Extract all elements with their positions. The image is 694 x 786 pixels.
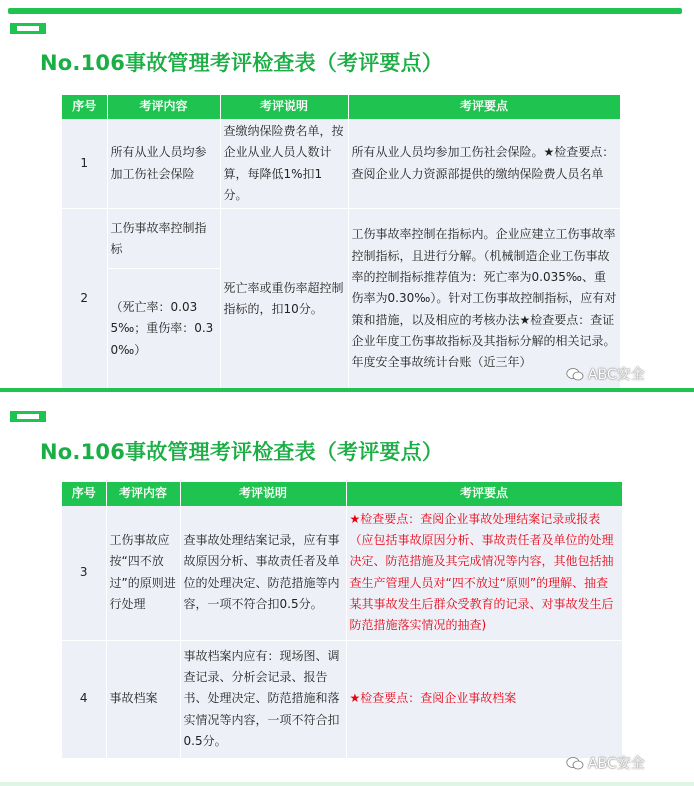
header-number: 序号 — [62, 482, 106, 506]
panel-1 — [0, 0, 694, 388]
table-header-row — [62, 95, 620, 119]
section-tag-icon — [10, 23, 46, 34]
row-content: 所有从业人员均参加工伤社会保险 — [107, 119, 220, 209]
header-content: 考评内容 — [107, 95, 220, 119]
row-description: 查事故处理结案记录，应有事故原因分析、事故责任者及单位的处理决定、防范措施等内容，一项不符合扣0.5分。 — [180, 506, 346, 640]
header-number: 序号 — [62, 95, 107, 119]
watermark-text: ABC安全 — [588, 367, 645, 383]
top-accent-bar — [8, 8, 682, 14]
row-content-part-b: （死亡率：0.035‰；重伤率：0.30‰） — [107, 269, 220, 389]
header-description: 考评说明 — [180, 482, 346, 506]
row-number: 2 — [62, 209, 107, 389]
table-row — [62, 119, 620, 209]
row-description: 死亡率或重伤率超控制指标的，扣10分。 — [220, 209, 348, 389]
watermark — [566, 364, 645, 384]
table-row — [62, 640, 622, 758]
watermark-text: ABC安全 — [588, 756, 645, 772]
checklist-table — [62, 482, 623, 759]
row-number: 1 — [62, 119, 107, 209]
wechat-icon — [566, 757, 584, 770]
header-key-points: 考评要点 — [348, 95, 620, 119]
page-title: No.106事故管理考评检查表（考评要点） — [40, 440, 444, 464]
header-key-points: 考评要点 — [346, 482, 622, 506]
row-content: 事故档案 — [106, 640, 180, 758]
row-key-points: 工伤事故率控制在指标内。企业应建立工伤事故率控制指标，且进行分解。（机械制造企业工伤事故率的控制指标推荐值为：死亡率为0.035‰、重伤率为0.30‰）。针对工伤事故控制指标，应有对策和措施，以及相应的考核办法★检查要点：查证企业年度工伤事故指标及其指标分解的相关记录。年度安全事故统计台账（近三年） — [348, 209, 620, 389]
table-row — [62, 209, 620, 269]
panel-2 — [0, 392, 694, 786]
table-row — [62, 506, 622, 640]
checklist-table — [62, 95, 621, 389]
table-header-row — [62, 482, 622, 506]
row-key-points: ★检查要点：查阅企业事故档案 — [346, 640, 622, 758]
row-key-points: 所有从业人员均参加工伤社会保险。★检查要点：查阅企业人力资源部提供的缴纳保险费人员名单 — [348, 119, 620, 209]
row-content: 工伤事故应按“四不放过”的原则进行处理 — [106, 506, 180, 640]
row-description: 事故档案内应有：现场图、调查记录、分析会记录、报告书、处理决定、防范措施和落实情况等内容，一项不符合扣0.5分。 — [180, 640, 346, 758]
header-content: 考评内容 — [106, 482, 180, 506]
header-description: 考评说明 — [220, 95, 348, 119]
row-number: 3 — [62, 506, 106, 640]
row-number: 4 — [62, 640, 106, 758]
bottom-accent-bar — [0, 782, 694, 786]
wechat-icon — [566, 368, 584, 381]
row-key-points: ★检查要点：查阅企业事故处理结案记录或报表（应包括事故原因分析、事故责任者及单位的处理决定、防范措施及其完成情况等内容，其他包括抽查生产管理人员对“四不放过“原则”的理解、抽查某其事故发生后群众受教育的记录、对事故发生后防范措施落实情况的抽查) — [346, 506, 622, 640]
row-content-part-a: 工伤事故率控制指标 — [107, 209, 220, 269]
page-title: No.106事故管理考评检查表（考评要点） — [40, 51, 444, 75]
row-description: 查缴纳保险费名单，按企业从业人员人数计算，每降低1%扣1分。 — [220, 119, 348, 209]
watermark — [566, 753, 645, 773]
section-tag-icon — [10, 411, 46, 422]
